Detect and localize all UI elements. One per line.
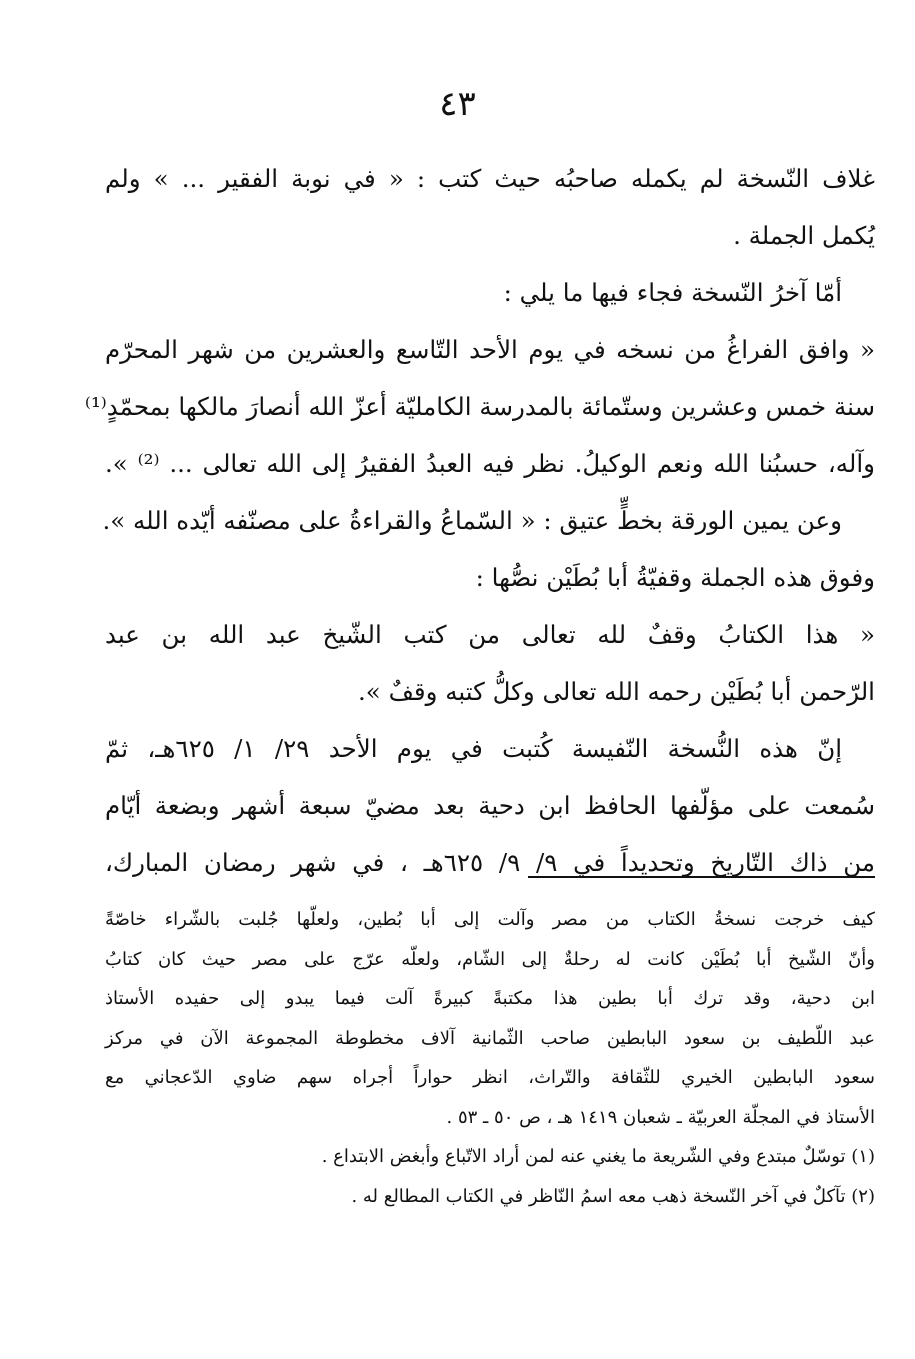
text-line: أمّا آخرُ النّسخة فجاء فيها ما يلي : — [503, 278, 842, 307]
quote-line: الرّحمن أبا بُطَيْن رحمه الله تعالى وكلُّ كتبه وقفٌ ». — [358, 677, 875, 706]
text-line: وعن يمين الورقة بخطٍّ عتيق : « السّماعُ والقراءةُ على مصنّفه أيّده الله ». — [102, 506, 842, 535]
main-text — [84, 150, 875, 891]
footnote-line: كيف خرجت نسخةُ الكتاب من مصر وآلت إلى أبا بُطين، ولعلّها جُلبت بالشّراء خاصّةً — [105, 909, 875, 930]
footnotes — [105, 900, 875, 1216]
quote-line: سنة خمس وعشرين وستّمائة بالمدرسة الكامليّة أعزّ الله أنصارَ مالكها بمحمّدٍ⁽¹⁾ — [84, 392, 875, 421]
quote-line: « وافق الفراغُ من نسخه في يوم الأحد التّاسع والعشرين من شهر المحرّم — [105, 335, 875, 364]
footnote-line: ابن دحية، وقد ترك أبا بطين هذا مكتبةً كبيرةً آلت فيما يبدو إلى حفيده الأستاذ — [105, 988, 875, 1009]
page-number: ٤٣ — [439, 84, 476, 124]
footnote-2: (٢) تآكلٌ في آخر النّسخة ذهب معه اسمُ النّاظر في الكتاب المطالع له . — [351, 1185, 875, 1207]
footnote-1: (١) توسّلٌ مبتدع وفي الشّريعة ما يغني عنه لمن أراد الاتّباع وأبغض الابتداع . — [321, 1146, 875, 1167]
text-line: غلاف النّسخة لم يكمله صاحبُه حيث كتب : « في نوبة الفقير ... » ولم — [105, 164, 875, 193]
quote-line: « هذا الكتابُ وقفٌ لله تعالى من كتب الشّيخ عبد الله بن عبد — [105, 620, 875, 649]
text-line: سُمعت على مؤلّفها الحافظ ابن دحية بعد مضيّ سبعة أشهر وبضعة أيّام — [105, 791, 875, 820]
footnote-line: وأنّ الشّيخ أبا بُطَيْن كانت له رحلةٌ إلى الشّام، ولعلّه عرّج على مصر حيث كان كتابُ — [105, 948, 875, 970]
footnote-line: عبد اللّطيف بن سعود البابطين صاحب الثّمانية آلاف مخطوطة المجموعة الآن في مركز — [105, 1027, 875, 1049]
text-line: وفوق هذه الجملة وقفيّةُ أبا بُطَيْن نصُّها : — [475, 563, 875, 592]
footnote-divider — [528, 876, 875, 878]
quote-line: وآله، حسبُنا الله ونعم الوكيلُ. نظر فيه العبدُ الفقيرُ إلى الله تعالى ... ⁽²⁾ ». — [105, 449, 875, 478]
footnote-line: الأستاذ في المجلّة العربيّة ـ شعبان ١٤١٩ هـ ، ص ٥٠ ـ ٥٣ . — [446, 1106, 875, 1128]
text-line: من ذاك التّاريخ وتحديداً في ٩/ ٩/ ٦٢٥هـ ، في شهر رمضان المبارك، — [105, 848, 875, 877]
text-line: يُكمل الجملة . — [733, 221, 875, 250]
text-line: إنّ هذه النُّسخة النّفيسة كُتبت في يوم الأحد ٢٩/ ١/ ٦٢٥هـ، ثمّ — [105, 734, 843, 763]
footnote-line: سعود البابطين الخيري للثّقافة والتّراث، انظر حواراً أجراه سهم ضاوي الدّعجاني مع — [105, 1067, 875, 1088]
